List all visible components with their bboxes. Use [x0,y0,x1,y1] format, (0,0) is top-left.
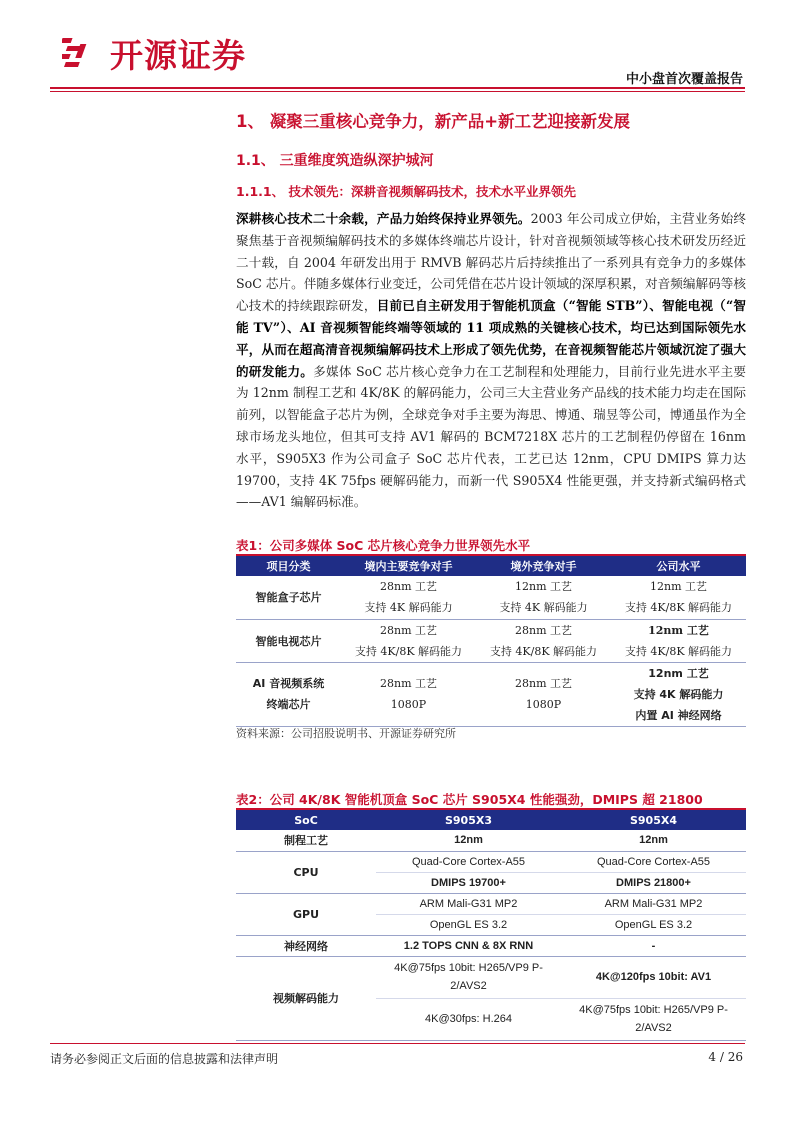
table-row [236,830,746,851]
footer-disclaimer: 请务必参阅正文后面的信息披露和法律声明 [50,1052,279,1066]
header-divider-thin [50,91,745,92]
table-row [236,619,746,662]
highlight-sentence: 目前已自主研发用于智能机顶盒（“智能 STB”）、智能电视（“智能 TV”）、AI 音视频智能终端等领域的 11 项成熟的关键核心技术，均已达到国际领先水平，从而在超高清音视频编解码技术上形成了领先优势，在音视频智能芯片领域沉淀了强大的研发能力。 [236,298,746,379]
table-cell: ARM Mali-G31 MP2 [376,893,561,914]
table-row [236,576,746,619]
table-cell: OpenGL ES 3.2 [376,914,561,935]
table1 [236,556,746,727]
logo-mark-icon [62,34,102,74]
table-row [236,851,746,872]
table-cell: 1.2 TOPS CNN & 8X RNN [376,935,561,956]
table-cell: ARM Mali-G31 MP2 [561,893,746,914]
paragraph-part-2: 多媒体 SoC 芯片核心竞争力在工艺制程和处理能力，目前行业先进水平主要为 12nm 制程工艺和 4K/8K 的解码能力，公司三大主营业务产品线的技术能力均走在国际前列，以智能盒子芯片为例，全球竞争对手主要为海思、博通、瑞昱等公司，博通虽作为全球市场龙头地位，但其可支持 AV1 解码的 BCM7218X 芯片的工艺制程仍停留在 16nm 水平，S905X3 作为公司盒子 SoC 芯片代表，工艺已达 12nm，CPU DMIPS 算力达 19700，支持 4K 75fps 硬解码能力，而新一代 S905X4 性能更强，并支持新式编码格式——AV1 编解码标准。 [236,363,746,510]
table-cell: 28nm 工艺 支持 4K/8K 解码能力 [341,619,476,662]
subsection-heading: 1.1、 三重维度筑造纵深护城河 [236,153,434,169]
body-paragraph [236,208,746,513]
table1-header: 公司水平 [611,556,746,576]
logo-text: 开源证券 [110,36,246,75]
table-cell: 28nm 工艺 支持 4K 解码能力 [341,576,476,619]
table2-header: S905X3 [376,810,561,830]
header-divider [50,87,745,89]
table-cell: - [561,935,746,956]
table-row [236,956,746,998]
table2-header: SoC [236,810,376,830]
table-cell: 4K@75fps 10bit: H265/VP9 P-2/AVS2 [376,956,561,998]
row-label: 制程工艺 [236,830,376,851]
table-cell: Quad-Core Cortex-A55 [376,851,561,872]
row-label: 视频解码能力 [236,956,376,1040]
row-category: AI 音视频系统 终端芯片 [236,662,341,726]
row-category: 智能盒子芯片 [236,576,341,619]
table-cell: 4K@30fps: H.264 [376,998,561,1040]
table-cell: 28nm 工艺 1080P [341,662,476,726]
table1-header-row [236,556,746,576]
table-cell: 4K@75fps 10bit: H265/VP9 P-2/AVS2 [561,998,746,1040]
row-category: 智能电视芯片 [236,619,341,662]
table-cell: 28nm 工艺 支持 4K/8K 解码能力 [476,619,611,662]
table-cell: 12nm 工艺 支持 4K 解码能力 [476,576,611,619]
section-heading: 1、 凝聚三重核心竞争力，新产品+新工艺迎接新发展 [236,112,631,131]
table-cell: 12nm [561,830,746,851]
table1-header: 项目分类 [236,556,341,576]
table-row [236,893,746,914]
table-cell: 12nm [376,830,561,851]
table1-title: 表1：公司多媒体 SoC 芯片核心竞争力世界领先水平 [236,538,531,553]
row-label: 神经网络 [236,935,376,956]
table-cell: 12nm 工艺 支持 4K 解码能力 内置 AI 神经网络 [611,662,746,726]
company-logo [62,30,246,77]
table1-header: 境外竞争对手 [476,556,611,576]
lead-sentence: 深耕核心技术二十余载，产品力始终保持业界领先。 [236,211,531,226]
table-cell: 28nm 工艺 1080P [476,662,611,726]
paragraph-part-1: 2003 年公司成立伊始，主营业务始终聚焦基于音视频编解码技术的多媒体终端芯片设计，针对音视频领域等核心技术研发历经近二十载，自 2004 年研发出用于 RMVB 解码芯片后持续推出了一系列具有竞争力的多媒体 SoC 芯片。伴随多媒体行业变迁，公司凭借在芯片设计领域的深厚积累，对音频编解码等核心技术的持续跟踪研发， [236,211,747,314]
table-cell: DMIPS 19700+ [376,872,561,893]
table-cell: OpenGL ES 3.2 [561,914,746,935]
table-row [236,662,746,726]
footer-divider [50,1043,745,1044]
table-cell: 12nm 工艺 支持 4K/8K 解码能力 [611,576,746,619]
table-cell: Quad-Core Cortex-A55 [561,851,746,872]
report-type: 中小盘首次覆盖报告 [625,72,743,87]
row-label: GPU [236,893,376,935]
table-cell: DMIPS 21800+ [561,872,746,893]
table-cell: 4K@120fps 10bit: AV1 [561,956,746,998]
table-cell: 12nm 工艺 支持 4K/8K 解码能力 [611,619,746,662]
table2-header-row [236,810,746,830]
sub-subsection-heading: 1.1.1、 技术领先：深耕音视频解码技术，技术水平业界领先 [236,184,576,199]
table-row [236,935,746,956]
table2-title: 表2：公司 4K/8K 智能机顶盒 SoC 芯片 S905X4 性能强劲，DMIPS 超 21800 [236,792,703,807]
table1-source: 资料来源：公司招股说明书、开源证券研究所 [236,727,456,740]
row-label: CPU [236,851,376,893]
page-number: 4 / 26 [708,1050,743,1064]
table1-header: 境内主要竞争对手 [341,556,476,576]
table2-header: S905X4 [561,810,746,830]
table2 [236,810,746,1041]
